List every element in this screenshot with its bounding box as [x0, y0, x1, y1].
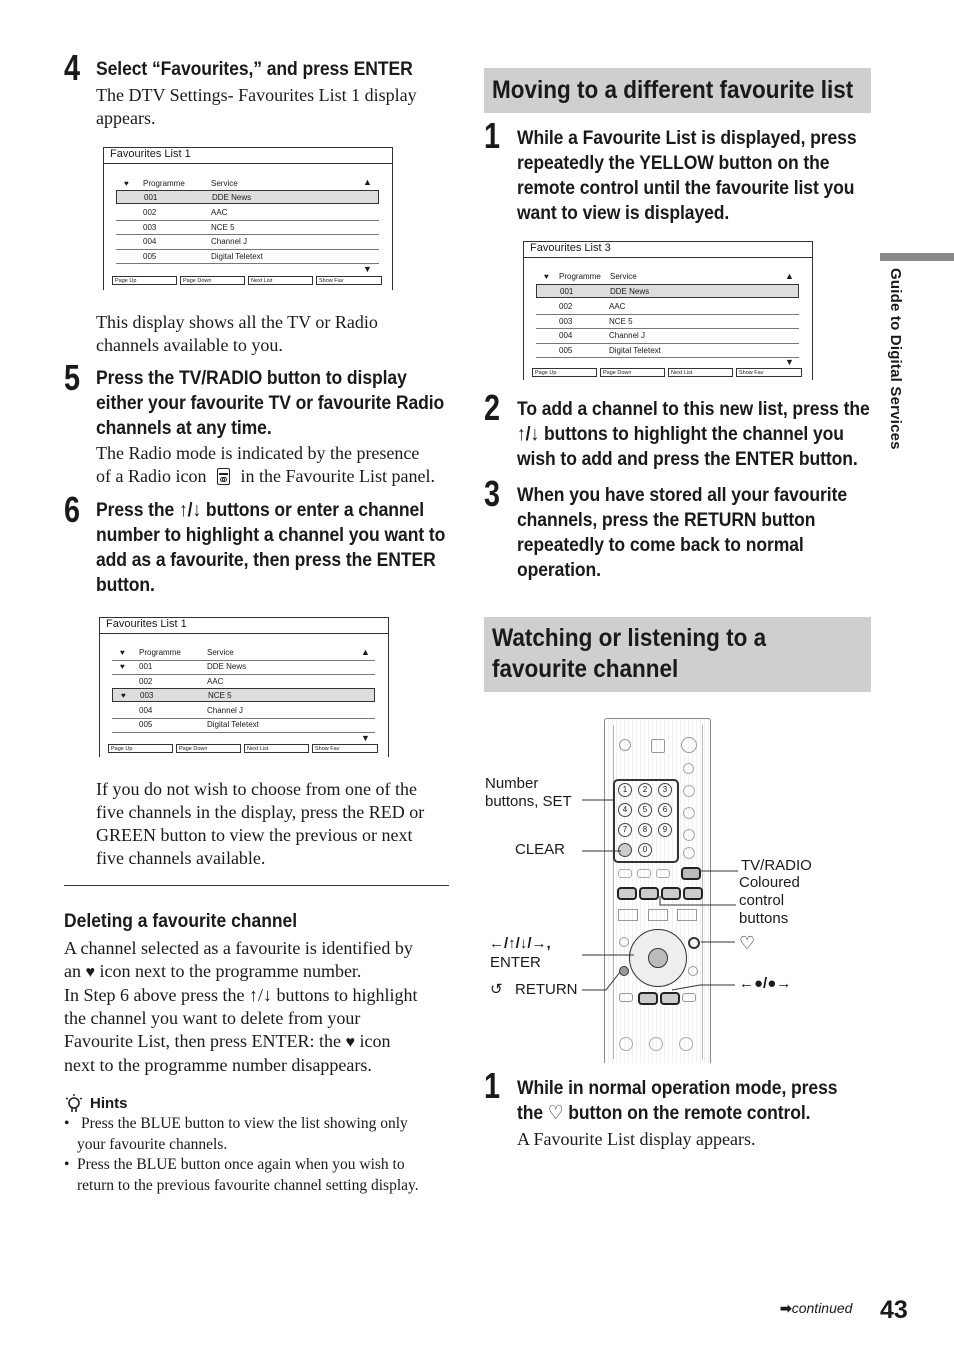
side-tab	[886, 268, 908, 458]
column-header-service: Service	[207, 648, 234, 657]
heading-text: button on the remote control.	[568, 1102, 811, 1124]
callout-line: buttons	[739, 910, 789, 927]
body-line: In Step 6 above press the ↑/↓ buttons to highlight	[64, 985, 418, 1005]
step-heading-line: While in normal operation mode, press	[517, 1077, 838, 1099]
body-text: icon next to the programme number.	[99, 961, 362, 981]
section-title: Moving to a different favourite list	[492, 76, 854, 104]
column-header-programme: Programme	[559, 272, 601, 281]
scroll-down-icon: ▼	[361, 733, 370, 743]
next-list-button[interactable]: Next List	[244, 744, 309, 753]
callout-line: control	[739, 892, 785, 909]
return-icon: ↺	[490, 980, 503, 998]
step-number: 1	[484, 115, 501, 156]
section-title-line: Watching or listening to a	[492, 624, 767, 652]
body-text: icon	[359, 1031, 391, 1051]
column-header-programme: Programme	[139, 648, 181, 657]
body-line: A channel selected as a favourite is identified by	[64, 938, 413, 958]
scroll-down-icon: ▼	[785, 357, 794, 367]
row-service: Channel J	[211, 237, 248, 246]
row-service: NCE 5	[211, 223, 235, 232]
body-line: next to the programme number disappears.	[64, 1055, 372, 1075]
row-programme: 005	[559, 346, 573, 355]
row-service: DDE News	[212, 193, 252, 202]
body-text: an	[64, 961, 81, 981]
step-body	[517, 1128, 755, 1151]
side-tab-label: Guide to Digital Services	[887, 268, 904, 450]
row-service: Digital Teletext	[207, 720, 259, 729]
heart-icon: ♥	[124, 179, 129, 188]
step-heading-line: Select “Favourites,” and press ENTER	[96, 58, 413, 80]
key-7[interactable]: 7	[618, 823, 632, 837]
row-service: Channel J	[609, 331, 646, 340]
key-3[interactable]: 3	[658, 783, 672, 797]
step-heading-line: channels at any time.	[96, 417, 272, 439]
callout-label: RETURN	[515, 981, 578, 998]
page-up-button[interactable]: Page Up	[112, 276, 177, 285]
row-service: Channel J	[207, 706, 244, 715]
step-heading-line: To add a channel to this new list, press the	[517, 398, 870, 420]
row-programme: 005	[143, 252, 157, 261]
step-number: 3	[484, 473, 501, 514]
body-text: Favourite List, then press ENTER: the	[64, 1031, 341, 1051]
step-heading-line: either your favourite TV or favourite Radio	[96, 392, 445, 414]
key-5[interactable]: 5	[638, 803, 652, 817]
scroll-up-icon: ▲	[363, 177, 372, 187]
callout-label: ENTER	[490, 954, 541, 971]
heart-icon: ♥	[85, 964, 95, 981]
step-heading-line: repeatedly the YELLOW button on the	[517, 152, 830, 174]
callout-line: Number	[485, 775, 539, 792]
step-heading	[517, 1076, 837, 1126]
key-1[interactable]: 1	[618, 783, 632, 797]
key-9[interactable]: 9	[658, 823, 672, 837]
row-programme: 001	[560, 287, 574, 296]
step-heading-line: operation.	[517, 559, 601, 581]
row-programme: 001	[139, 662, 153, 671]
heart-icon: ♥	[345, 1034, 355, 1051]
step-heading-line: repeatedly to come back to normal	[517, 534, 804, 556]
body-line: channels available to you.	[96, 335, 283, 355]
step-heading-line: While a Favourite List is displayed, press	[517, 127, 857, 149]
step-number: 4	[64, 47, 81, 88]
hints-title: Hints	[90, 1095, 128, 1112]
continued-text: continued	[791, 1300, 853, 1316]
heart-icon: ♥	[121, 691, 126, 700]
panel-title: Favourites List 1	[106, 618, 187, 630]
row-service: AAC	[609, 302, 626, 311]
subsection-title: Deleting a favourite channel	[64, 911, 298, 932]
panel-title: Favourites List 3	[530, 242, 611, 254]
page-up-button[interactable]: Page Up	[532, 368, 597, 377]
heart-icon: ♥	[120, 648, 125, 657]
heart-outline-icon: ♡	[547, 1102, 564, 1124]
callout-label: ←●/●→	[739, 975, 792, 992]
row-programme: 001	[144, 193, 158, 202]
next-list-button[interactable]: Next List	[248, 276, 313, 285]
hint-line: your favourite channels.	[77, 1135, 228, 1153]
row-service: Digital Teletext	[211, 252, 263, 261]
row-programme: 004	[139, 706, 153, 715]
callout-label: ←/↑/↓/→,	[489, 935, 551, 952]
heading-text: the	[517, 1102, 544, 1124]
key-0[interactable]: 0	[638, 843, 652, 857]
body-line: The Radio mode is indicated by the presence	[96, 443, 420, 463]
step-heading-line: want to view is displayed.	[517, 202, 730, 224]
hint-line: Press the BLUE button once again when you wish to	[77, 1156, 405, 1173]
key-8[interactable]: 8	[638, 823, 652, 837]
hint-item: • Press the BLUE button once again when you wish to return to the previous favourite channel setting display.	[64, 1155, 419, 1196]
show-fav-button[interactable]: Show Fav	[312, 744, 378, 753]
continued-note	[780, 1300, 852, 1317]
column-header-service: Service	[610, 272, 637, 281]
page-number: 43	[880, 1296, 908, 1324]
step-heading-line: add as a favourite, then press the ENTER	[96, 549, 436, 571]
body-line: the channel you want to delete from your	[64, 1008, 361, 1028]
row-programme: 002	[139, 677, 153, 686]
callout-line: Coloured	[739, 874, 800, 891]
key-4[interactable]: 4	[618, 803, 632, 817]
body-line: This display shows all the TV or Radio	[96, 312, 378, 332]
row-service: NCE 5	[609, 317, 633, 326]
body-text: of a Radio icon	[96, 466, 207, 486]
step-heading-line: channels, press the RETURN button	[517, 509, 816, 531]
arrow-right-icon: ➡	[780, 1300, 792, 1316]
row-service: DDE News	[610, 287, 650, 296]
step-heading-line: ↑/↓ buttons to highlight the channel you	[517, 423, 844, 445]
callout-label: TV/RADIO	[741, 857, 812, 874]
row-programme: 002	[143, 208, 157, 217]
body-line: If you do not wish to choose from one of the	[96, 779, 417, 799]
step-number: 2	[484, 387, 501, 428]
next-list-button[interactable]: Next List	[668, 368, 733, 377]
row-programme: 003	[559, 317, 573, 326]
row-service: DDE News	[207, 662, 247, 671]
key-2[interactable]: 2	[638, 783, 652, 797]
body-line: five channels in the display, press the RED or	[96, 802, 425, 822]
hint-item: • Press the BLUE button to view the list showing only your favourite channels.	[64, 1114, 419, 1155]
body-line: five channels available.	[96, 848, 266, 868]
step-number: 1	[484, 1065, 501, 1106]
step-number: 6	[64, 489, 81, 530]
row-service: NCE 5	[208, 691, 232, 700]
heart-outline-icon: ♡	[739, 933, 756, 953]
scroll-down-icon: ▼	[363, 264, 372, 274]
callout-label: CLEAR	[515, 841, 566, 858]
step-heading-line: Press the ↑/↓ buttons or enter a channel	[96, 499, 424, 521]
body-line: The DTV Settings- Favourites List 1 display	[96, 85, 417, 105]
hint-line: return to the previous favourite channel setting display.	[77, 1176, 419, 1194]
page-down-button[interactable]: Page Down	[176, 744, 241, 753]
body-line: A Favourite List display appears.	[517, 1129, 756, 1149]
scroll-up-icon: ▲	[785, 271, 794, 281]
scroll-up-icon: ▲	[361, 647, 370, 657]
panel-title: Favourites List 1	[110, 148, 191, 160]
column-header-programme: Programme	[143, 179, 185, 188]
hint-line: Press the BLUE button to view the list showing only	[81, 1115, 408, 1132]
show-fav-button[interactable]: Show Fav	[736, 368, 802, 377]
step-heading-line: number to highlight a channel you want to	[96, 524, 446, 546]
callout-label	[739, 874, 800, 928]
page-up-button[interactable]: Page Up	[108, 744, 173, 753]
row-programme: 004	[143, 237, 157, 246]
row-programme: 002	[559, 302, 573, 311]
page-down-button[interactable]: Page Down	[180, 276, 245, 285]
row-programme: 005	[139, 720, 153, 729]
row-service: AAC	[207, 677, 224, 686]
step-heading-line: remote control until the favourite list you	[517, 177, 855, 199]
step-number: 5	[64, 357, 81, 398]
callout-label	[485, 775, 572, 811]
heart-icon: ♥	[120, 662, 125, 671]
row-programme: 003	[140, 691, 154, 700]
step-heading-line	[517, 1101, 837, 1126]
callout-line: buttons, SET	[485, 793, 572, 810]
row-service: Digital Teletext	[609, 346, 661, 355]
row-programme: 003	[143, 223, 157, 232]
body-line: appears.	[96, 108, 156, 128]
body-text: in the Favourite List panel.	[240, 466, 435, 486]
show-fav-button[interactable]: Show Fav	[316, 276, 382, 285]
side-tab-bar	[880, 253, 954, 261]
step-heading-line: button.	[96, 574, 155, 596]
row-programme: 004	[559, 331, 573, 340]
step-heading-line: wish to add and press the ENTER button.	[517, 448, 858, 470]
step-heading-line: Press the TV/RADIO button to display	[96, 367, 407, 389]
column-header-service: Service	[211, 179, 238, 188]
section-title-line: favourite channel	[492, 655, 679, 683]
row-service: AAC	[211, 208, 228, 217]
key-6[interactable]: 6	[658, 803, 672, 817]
page-down-button[interactable]: Page Down	[600, 368, 665, 377]
heart-icon: ♥	[544, 272, 549, 281]
body-line: GREEN button to view the previous or next	[96, 825, 413, 845]
step-heading-line: When you have stored all your favourite	[517, 484, 848, 506]
